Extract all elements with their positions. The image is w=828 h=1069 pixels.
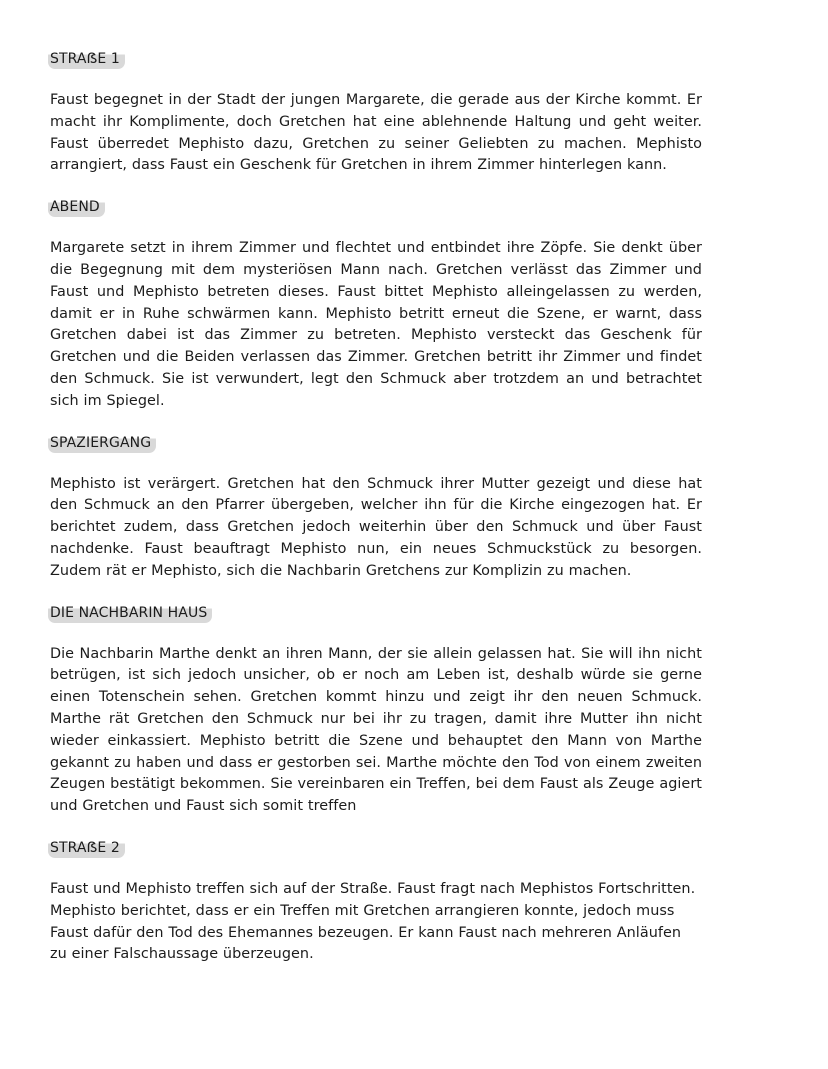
section-abend <box>50 196 702 412</box>
section-paragraph: Mephisto ist verärgert. Gretchen hat den Schmuck ihrer Mutter gezeigt und diese hat den Schmuck an den Pfarrer übergeben, welcher ihn für die Kirche eingezogen hat. Er berichtet zudem, dass Gretchen jedoch weiterhin über den Schmuck und über Faust nachdenke. Faust beauftragt Mephisto nun, ein neues Schmuckstück zu besorgen. Zudem rät er Mephisto, sich die Nachbarin Gretchens zur Komplizin zu machen. <box>50 475 702 579</box>
section-paragraph: Faust und Mephisto treffen sich auf der Straße. Faust fragt nach Mephistos Fortschritten. Mephisto berichtet, dass er ein Treffen mit Gretchen arrangieren konnte, jedoch muss Faust dafür den Tod des Ehemannes bezeugen. Er kann Faust nach mehreren Anläufen zu einer Falschaussage überzeugen. <box>50 880 696 963</box>
section-heading: ABEND <box>48 197 105 217</box>
section-strasse-1 <box>50 48 702 177</box>
section-nachbarin-haus <box>50 602 702 818</box>
section-spaziergang <box>50 432 702 583</box>
section-paragraph: Margarete setzt in ihrem Zimmer und flechtet und entbindet ihre Zöpfe. Sie denkt über die Begegnung mit dem mysteriösen Mann nach. Gretchen verlässt das Zimmer und Faust und Mephisto betreten dieses. Faust bittet Mephisto alleingelassen zu werden, damit er in Ruhe schwärmen kann. Mephisto betritt erneut die Szene, er warnt, dass Gretchen dabei ist das Zimmer zu betreten. Mephisto versteckt das Geschenk für Gretchen und die Beiden verlassen das Zimmer. Gretchen betritt ihr Zimmer und findet den Schmuck. Sie ist verwundert, legt den Schmuck aber trotzdem an und betrachtet sich im Spiegel. <box>50 240 702 409</box>
section-strasse-2 <box>50 837 702 966</box>
section-paragraph: Faust begegnet in der Stadt der jungen Margarete, die gerade aus der Kirche kommt. Er macht ihr Komplimente, doch Gretchen hat eine ablehnende Haltung und geht weiter. Faust überredet Mephisto dazu, Gretchen zu seiner Geliebten zu machen. Mephisto arrangiert, dass Faust ein Geschenk für Gretchen in ihrem Zimmer hinterlegen kann. <box>50 92 702 174</box>
section-heading: STRAẞE 1 <box>48 49 125 69</box>
section-heading: DIE NACHBARIN HAUS <box>48 603 212 623</box>
section-paragraph: Die Nachbarin Marthe denkt an ihren Mann, der sie allein gelassen hat. Sie will ihn nicht betrügen, ist sich jedoch unsicher, ob er noch am Leben ist, deshalb würde sie gerne einen Totenschein sehen. Gretchen kommt hinzu und zeigt ihr den neuen Schmuck. Marthe rät Gretchen den Schmuck nur bei ihr zu tragen, damit ihre Mutter ihn nicht wieder einkassiert. Mephisto betritt die Szene und behauptet den Mann von Marthe gekannt zu haben und dass er gestorben sei. Marthe möchte den Tod von einem zweiten Zeugen bestätigt bekommen. Sie vereinbaren ein Treffen, bei dem Faust als Zeuge agiert und Gretchen und Faust sich somit treffen <box>50 645 702 815</box>
section-heading: STRAẞE 2 <box>48 838 125 858</box>
section-heading: SPAZIERGANG <box>48 433 156 453</box>
document-page <box>50 48 702 985</box>
